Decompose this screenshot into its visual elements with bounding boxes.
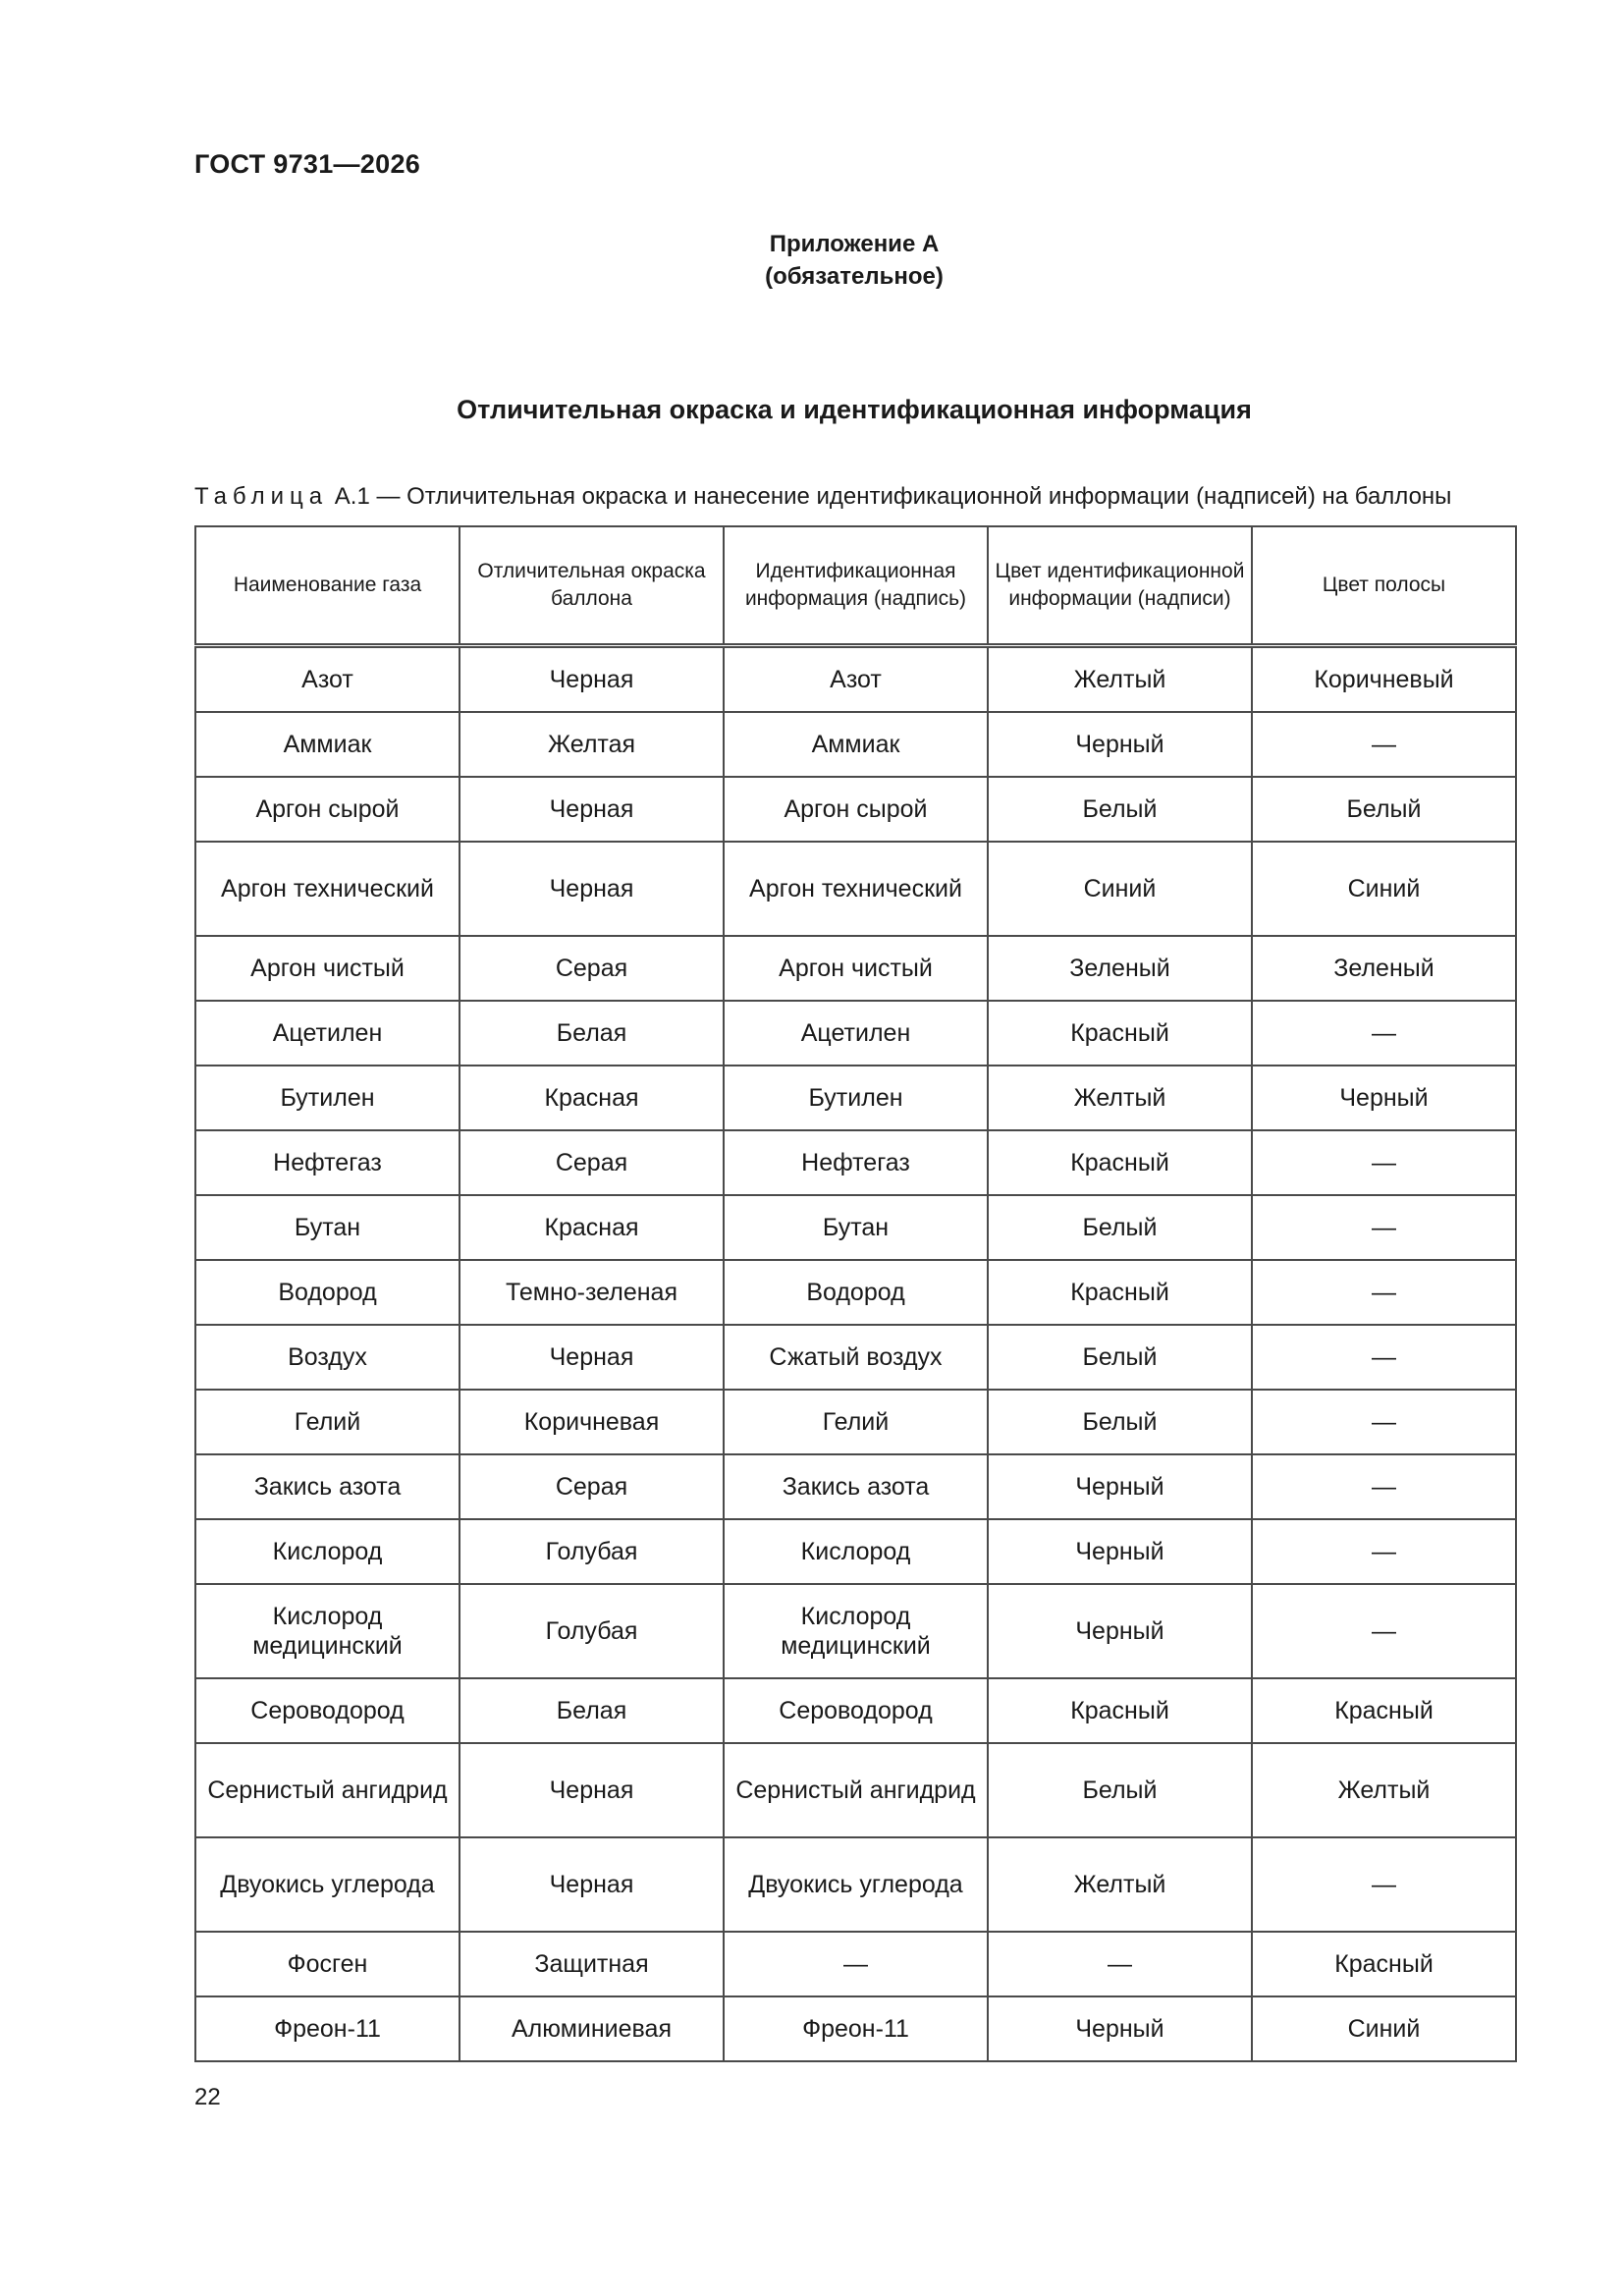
gas-name-cell: Азот: [195, 646, 460, 713]
gas-name-cell: Водород: [195, 1260, 460, 1325]
table-row: [195, 842, 1516, 936]
table-row: [195, 1390, 1516, 1454]
inscription-color-cell: Желтый: [988, 1837, 1252, 1932]
section-title: Отличительная окраска и идентификационная информация: [457, 395, 1252, 424]
cylinder-color-cell: Черная: [460, 646, 724, 713]
cylinder-color-cell: Черная: [460, 1743, 724, 1837]
cylinder-color-cell: Голубая: [460, 1584, 724, 1678]
annex-status: (обязательное): [765, 263, 944, 290]
stripe-color-cell: Зеленый: [1252, 936, 1516, 1001]
inscription-cell: Двуокись углерода: [724, 1837, 988, 1932]
cylinder-color-cell: Черная: [460, 777, 724, 842]
inscription-cell: —: [724, 1932, 988, 1996]
inscription-color-cell: Белый: [988, 1325, 1252, 1390]
cylinder-color-cell: Коричневая: [460, 1390, 724, 1454]
inscription-cell: Азот: [724, 646, 988, 713]
table-row: [195, 1996, 1516, 2061]
table-row: [195, 1130, 1516, 1195]
table-row: [195, 1519, 1516, 1584]
stripe-color-cell: Коричневый: [1252, 646, 1516, 713]
stripe-color-cell: —: [1252, 1837, 1516, 1932]
inscription-cell: Кислород медицинский: [724, 1584, 988, 1678]
inscription-cell: Сернистый ангидрид: [724, 1743, 988, 1837]
cylinder-color-cell: Желтая: [460, 712, 724, 777]
stripe-color-cell: Белый: [1252, 777, 1516, 842]
gas-name-cell: Кислород медицинский: [195, 1584, 460, 1678]
table-row: [195, 1066, 1516, 1130]
table-row: [195, 1678, 1516, 1743]
column-header-gas-name: Наименование газа: [195, 526, 460, 646]
inscription-cell: Водород: [724, 1260, 988, 1325]
table-row: [195, 712, 1516, 777]
gas-name-cell: Закись азота: [195, 1454, 460, 1519]
gas-name-cell: Сернистый ангидрид: [195, 1743, 460, 1837]
table-row: [195, 1743, 1516, 1837]
gas-name-cell: Фреон-11: [195, 1996, 460, 2061]
inscription-cell: Бутилен: [724, 1066, 988, 1130]
gas-name-cell: Сероводород: [195, 1678, 460, 1743]
cylinder-color-cell: Черная: [460, 1325, 724, 1390]
stripe-color-cell: —: [1252, 1001, 1516, 1066]
inscription-cell: Аргон технический: [724, 842, 988, 936]
gas-name-cell: Нефтегаз: [195, 1130, 460, 1195]
gas-cylinder-table: [194, 525, 1517, 2062]
inscription-color-cell: —: [988, 1932, 1252, 1996]
inscription-cell: Нефтегаз: [724, 1130, 988, 1195]
column-header-stripe-color: Цвет полосы: [1252, 526, 1516, 646]
cylinder-color-cell: Голубая: [460, 1519, 724, 1584]
stripe-color-cell: —: [1252, 1130, 1516, 1195]
cylinder-color-cell: Алюминиевая: [460, 1996, 724, 2061]
inscription-color-cell: Красный: [988, 1001, 1252, 1066]
inscription-color-cell: Синий: [988, 842, 1252, 936]
gas-name-cell: Гелий: [195, 1390, 460, 1454]
gas-name-cell: Аргон сырой: [195, 777, 460, 842]
inscription-color-cell: Желтый: [988, 1066, 1252, 1130]
inscription-color-cell: Черный: [988, 1584, 1252, 1678]
stripe-color-cell: Черный: [1252, 1066, 1516, 1130]
column-header-cylinder-color: Отличительная окраска баллона: [460, 526, 724, 646]
inscription-color-cell: Черный: [988, 1996, 1252, 2061]
table-row: [195, 1932, 1516, 1996]
table-row: [195, 777, 1516, 842]
cylinder-color-cell: Серая: [460, 936, 724, 1001]
inscription-color-cell: Зеленый: [988, 936, 1252, 1001]
table-row: [195, 1325, 1516, 1390]
stripe-color-cell: —: [1252, 1260, 1516, 1325]
table-row: [195, 1195, 1516, 1260]
table-row: [195, 1837, 1516, 1932]
stripe-color-cell: —: [1252, 1390, 1516, 1454]
inscription-cell: Аргон сырой: [724, 777, 988, 842]
table-row: [195, 646, 1516, 713]
inscription-color-cell: Черный: [988, 1519, 1252, 1584]
table-caption: [194, 483, 1451, 511]
stripe-color-cell: Красный: [1252, 1932, 1516, 1996]
gas-name-cell: Бутилен: [195, 1066, 460, 1130]
stripe-color-cell: Красный: [1252, 1678, 1516, 1743]
table-body: [195, 646, 1516, 2062]
inscription-color-cell: Красный: [988, 1260, 1252, 1325]
annex-title: Приложение А: [769, 231, 940, 257]
stripe-color-cell: —: [1252, 1584, 1516, 1678]
stripe-color-cell: Синий: [1252, 1996, 1516, 2061]
stripe-color-cell: Желтый: [1252, 1743, 1516, 1837]
inscription-cell: Фреон-11: [724, 1996, 988, 2061]
table-row: [195, 1001, 1516, 1066]
table-row: [195, 1454, 1516, 1519]
inscription-cell: Ацетилен: [724, 1001, 988, 1066]
gas-name-cell: Двуокись углерода: [195, 1837, 460, 1932]
inscription-cell: Гелий: [724, 1390, 988, 1454]
inscription-color-cell: Желтый: [988, 646, 1252, 713]
table-row: [195, 1260, 1516, 1325]
inscription-cell: Сероводород: [724, 1678, 988, 1743]
cylinder-color-cell: Черная: [460, 842, 724, 936]
stripe-color-cell: —: [1252, 1519, 1516, 1584]
inscription-cell: Аммиак: [724, 712, 988, 777]
stripe-color-cell: —: [1252, 1195, 1516, 1260]
inscription-color-cell: Белый: [988, 777, 1252, 842]
annex-heading: [0, 228, 1623, 293]
gas-name-cell: Аргон технический: [195, 842, 460, 936]
gas-name-cell: Ацетилен: [195, 1001, 460, 1066]
inscription-color-cell: Белый: [988, 1390, 1252, 1454]
cylinder-color-cell: Темно-зеленая: [460, 1260, 724, 1325]
stripe-color-cell: —: [1252, 1454, 1516, 1519]
gas-name-cell: Бутан: [195, 1195, 460, 1260]
gas-name-cell: Аргон чистый: [195, 936, 460, 1001]
inscription-cell: Сжатый воздух: [724, 1325, 988, 1390]
stripe-color-cell: —: [1252, 712, 1516, 777]
inscription-color-cell: Черный: [988, 712, 1252, 777]
gas-name-cell: Аммиак: [195, 712, 460, 777]
stripe-color-cell: Синий: [1252, 842, 1516, 936]
table-caption-label: Таблица: [194, 483, 329, 510]
gas-name-cell: Кислород: [195, 1519, 460, 1584]
gas-name-cell: Воздух: [195, 1325, 460, 1390]
inscription-cell: Бутан: [724, 1195, 988, 1260]
inscription-cell: Кислород: [724, 1519, 988, 1584]
cylinder-color-cell: Защитная: [460, 1932, 724, 1996]
cylinder-color-cell: Серая: [460, 1454, 724, 1519]
inscription-color-cell: Красный: [988, 1678, 1252, 1743]
cylinder-color-cell: Красная: [460, 1066, 724, 1130]
gas-name-cell: Фосген: [195, 1932, 460, 1996]
column-header-inscription-color: Цвет идентификационной информации (надписи): [988, 526, 1252, 646]
cylinder-color-cell: Белая: [460, 1678, 724, 1743]
table-row: [195, 1584, 1516, 1678]
inscription-color-cell: Красный: [988, 1130, 1252, 1195]
column-header-inscription: Идентификационная информация (надпись): [724, 526, 988, 646]
table-header-row: [195, 526, 1516, 646]
table-row: [195, 936, 1516, 1001]
cylinder-color-cell: Серая: [460, 1130, 724, 1195]
table-caption-text: А.1 — Отличительная окраска и нанесение идентификационной информации (надписей) на баллоны: [328, 483, 1452, 510]
cylinder-color-cell: Белая: [460, 1001, 724, 1066]
page-number: 22: [194, 2084, 221, 2110]
inscription-color-cell: Черный: [988, 1454, 1252, 1519]
document-code: ГОСТ 9731—2026: [194, 149, 421, 179]
inscription-color-cell: Белый: [988, 1195, 1252, 1260]
inscription-cell: Закись азота: [724, 1454, 988, 1519]
stripe-color-cell: —: [1252, 1325, 1516, 1390]
cylinder-color-cell: Красная: [460, 1195, 724, 1260]
cylinder-color-cell: Черная: [460, 1837, 724, 1932]
inscription-color-cell: Белый: [988, 1743, 1252, 1837]
inscription-cell: Аргон чистый: [724, 936, 988, 1001]
